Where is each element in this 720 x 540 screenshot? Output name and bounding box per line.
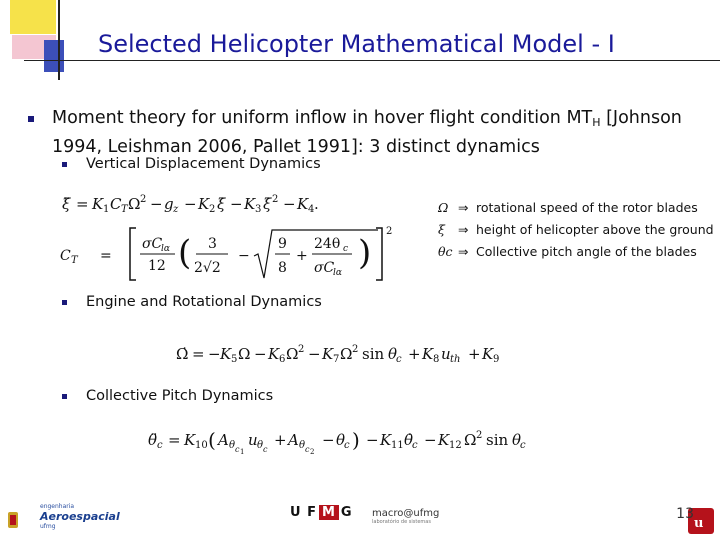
implies-icon: ⇒ bbox=[458, 244, 469, 259]
svg-text:θ: θ bbox=[229, 440, 236, 451]
svg-text:Ω̇: Ω̇ bbox=[176, 345, 189, 363]
svg-text:c: c bbox=[344, 440, 350, 451]
svg-text:): ) bbox=[358, 233, 372, 273]
page-number: 13 bbox=[676, 506, 694, 522]
svg-text:A: A bbox=[218, 431, 229, 449]
svg-text:ξ̈: ξ̈ bbox=[62, 195, 71, 213]
svg-text:=: = bbox=[76, 195, 89, 213]
svg-text:K: K bbox=[244, 195, 256, 213]
legend-symbol: θc bbox=[438, 244, 453, 259]
svg-text:7: 7 bbox=[333, 354, 340, 365]
title-underline bbox=[24, 60, 720, 61]
svg-text:−: − bbox=[208, 345, 221, 363]
svg-text:sin: sin bbox=[486, 431, 509, 449]
svg-text:θ: θ bbox=[257, 440, 264, 451]
equation-thrust-svg bbox=[60, 222, 400, 286]
svg-text:3: 3 bbox=[208, 236, 217, 252]
legend-text: Collective pitch angle of the blades bbox=[475, 244, 697, 259]
svg-text:1: 1 bbox=[240, 448, 245, 456]
svg-text:(: ( bbox=[208, 428, 216, 452]
svg-text:2: 2 bbox=[298, 344, 305, 355]
svg-text:Ω: Ω bbox=[340, 345, 353, 363]
svg-text:2√2: 2√2 bbox=[194, 260, 221, 276]
macro-logo-subtext: laboratório de sistemas bbox=[372, 519, 431, 525]
legend-row-xi bbox=[438, 222, 714, 237]
svg-text:th: th bbox=[450, 354, 461, 365]
svg-text:K: K bbox=[380, 431, 392, 449]
section-engine-label: Engine and Rotational Dynamics bbox=[86, 294, 322, 310]
svg-text:−: − bbox=[322, 431, 335, 449]
svg-text:θ: θ bbox=[336, 431, 346, 449]
svg-text:θ̈: θ̈ bbox=[148, 431, 158, 449]
legend-symbol: Ω bbox=[438, 200, 449, 215]
legend-row-omega bbox=[438, 200, 698, 215]
svg-text:c: c bbox=[235, 445, 240, 454]
decor-blue-block bbox=[44, 40, 64, 72]
svg-text:24θ: 24θ bbox=[314, 236, 341, 252]
svg-text:θ: θ bbox=[512, 431, 522, 449]
legend-row-theta bbox=[438, 244, 697, 259]
svg-text:−: − bbox=[184, 195, 197, 213]
svg-text:9: 9 bbox=[278, 236, 287, 252]
svg-text:5: 5 bbox=[231, 354, 238, 365]
svg-text:K: K bbox=[198, 195, 210, 213]
svg-text:K: K bbox=[438, 431, 450, 449]
svg-text:u: u bbox=[441, 345, 451, 363]
svg-text:K: K bbox=[482, 345, 494, 363]
equation-engine-dynamics bbox=[176, 342, 576, 366]
svg-text:c: c bbox=[263, 445, 268, 454]
svg-text:σC: σC bbox=[142, 236, 163, 252]
svg-text:sin: sin bbox=[362, 345, 385, 363]
slide-title: Selected Helicopter Mathematical Model - I bbox=[98, 30, 615, 58]
svg-text:2: 2 bbox=[352, 344, 359, 355]
main-bullet-part-b: [Johnson 1994, Leishman 2006, Pallet 1991]: 3 distinct dynamics bbox=[52, 108, 682, 157]
svg-text:K: K bbox=[268, 345, 280, 363]
svg-text:c: c bbox=[305, 445, 310, 454]
svg-text:+: + bbox=[296, 248, 308, 264]
aerospace-logo-bottom: ufmg bbox=[40, 523, 56, 530]
svg-text:u: u bbox=[248, 431, 258, 449]
legend-text: height of helicopter above the ground bbox=[475, 222, 714, 237]
svg-text:T: T bbox=[121, 204, 128, 215]
svg-text:θ̇: θ̇ bbox=[404, 431, 414, 449]
macro-ufmg-logo bbox=[372, 508, 439, 525]
equation-engine-svg bbox=[176, 342, 576, 366]
svg-text:C: C bbox=[110, 195, 122, 213]
svg-text:c: c bbox=[520, 440, 526, 451]
svg-text:lα: lα bbox=[161, 244, 170, 254]
aerospace-logo bbox=[40, 503, 120, 530]
svg-text:lα: lα bbox=[333, 268, 342, 278]
bullet-marker bbox=[62, 300, 67, 305]
equation-thrust-coefficient bbox=[60, 222, 400, 286]
svg-text:2: 2 bbox=[272, 194, 279, 205]
crest-icon bbox=[6, 508, 20, 532]
legend-symbol: ξ bbox=[438, 222, 445, 237]
svg-text:c: c bbox=[412, 440, 418, 451]
svg-text:K: K bbox=[184, 431, 196, 449]
svg-text:−: − bbox=[238, 248, 250, 264]
svg-text:2: 2 bbox=[209, 204, 216, 215]
svg-text:12: 12 bbox=[148, 258, 166, 274]
svg-text:1: 1 bbox=[103, 204, 110, 215]
svg-text:g: g bbox=[164, 195, 174, 213]
bullet-marker bbox=[62, 162, 67, 167]
svg-text:=: = bbox=[168, 431, 181, 449]
equation-pitch-dynamics bbox=[148, 428, 618, 456]
legend-text: rotational speed of the rotor blades bbox=[475, 200, 698, 215]
svg-text:Ω: Ω bbox=[286, 345, 299, 363]
svg-text:Ω: Ω bbox=[238, 345, 251, 363]
svg-text:−: − bbox=[424, 431, 437, 449]
svg-text:10: 10 bbox=[195, 440, 208, 451]
svg-text:θ: θ bbox=[299, 440, 306, 451]
bullet-marker bbox=[62, 394, 67, 399]
main-bullet-subscript: H bbox=[592, 116, 601, 129]
svg-text:2: 2 bbox=[310, 448, 315, 456]
svg-text:K: K bbox=[422, 345, 434, 363]
svg-text:3: 3 bbox=[255, 204, 262, 215]
equation-pitch-svg bbox=[148, 428, 618, 456]
svg-text:c: c bbox=[396, 354, 402, 365]
svg-text:=: = bbox=[192, 345, 205, 363]
svg-text:u: u bbox=[694, 516, 704, 531]
svg-text:2: 2 bbox=[476, 430, 483, 441]
ufmg-logo: U F M G bbox=[290, 505, 353, 520]
main-bullet-part-a: Moment theory for uniform inflow in hover flight condition MT bbox=[52, 108, 593, 128]
svg-text:8: 8 bbox=[433, 354, 440, 365]
svg-text:=: = bbox=[100, 248, 112, 264]
svg-text:−: − bbox=[254, 345, 267, 363]
svg-text:σC: σC bbox=[314, 260, 335, 276]
svg-text:2: 2 bbox=[386, 226, 393, 237]
decor-vertical-line bbox=[58, 0, 60, 80]
svg-text:.: . bbox=[314, 195, 319, 213]
aerospace-logo-top: engenharia bbox=[40, 503, 75, 510]
implies-icon: ⇒ bbox=[458, 222, 469, 237]
svg-text:9: 9 bbox=[493, 354, 500, 365]
svg-text:−: − bbox=[366, 431, 379, 449]
svg-text:z: z bbox=[173, 204, 179, 215]
svg-text:−: − bbox=[150, 195, 163, 213]
svg-text:+: + bbox=[408, 345, 421, 363]
main-bullet-text bbox=[52, 106, 712, 160]
svg-text:): ) bbox=[352, 428, 360, 452]
svg-text:8: 8 bbox=[278, 260, 287, 276]
svg-text:ξ̇: ξ̇ bbox=[217, 195, 226, 213]
equation-vertical-dynamics bbox=[62, 192, 362, 216]
svg-text:+: + bbox=[274, 431, 287, 449]
section-pitch-label: Collective Pitch Dynamics bbox=[86, 388, 274, 404]
svg-text:A: A bbox=[288, 431, 299, 449]
svg-text:2: 2 bbox=[140, 194, 147, 205]
svg-text:+: + bbox=[468, 345, 481, 363]
svg-text:Ω: Ω bbox=[464, 431, 477, 449]
svg-text:6: 6 bbox=[279, 354, 286, 365]
svg-text:K: K bbox=[297, 195, 309, 213]
svg-text:−: − bbox=[283, 195, 296, 213]
bullet-marker bbox=[28, 116, 34, 122]
svg-text:C: C bbox=[60, 248, 71, 264]
macro-logo-text: macro@ufmg bbox=[372, 508, 440, 519]
svg-text:ξ̇: ξ̇ bbox=[263, 195, 272, 213]
svg-text:c: c bbox=[157, 440, 163, 451]
svg-text:12: 12 bbox=[449, 440, 462, 451]
section-vertical-label: Vertical Displacement Dynamics bbox=[86, 156, 321, 172]
university-crest-logo bbox=[6, 508, 20, 536]
svg-text:K: K bbox=[220, 345, 232, 363]
svg-text:c: c bbox=[343, 244, 349, 254]
aerospace-logo-main: Aeroespacial bbox=[40, 510, 120, 523]
svg-text:4: 4 bbox=[308, 204, 315, 215]
implies-icon: ⇒ bbox=[458, 200, 469, 215]
svg-text:K: K bbox=[92, 195, 104, 213]
svg-text:θ: θ bbox=[388, 345, 398, 363]
decor-yellow-block bbox=[10, 0, 56, 34]
svg-text:11: 11 bbox=[391, 440, 404, 451]
equation-vertical-svg bbox=[62, 192, 362, 216]
svg-text:Ω: Ω bbox=[128, 195, 141, 213]
svg-text:(: ( bbox=[178, 233, 192, 273]
svg-text:−: − bbox=[308, 345, 321, 363]
svg-text:−: − bbox=[230, 195, 243, 213]
svg-text:T: T bbox=[71, 255, 78, 266]
svg-text:K: K bbox=[322, 345, 334, 363]
